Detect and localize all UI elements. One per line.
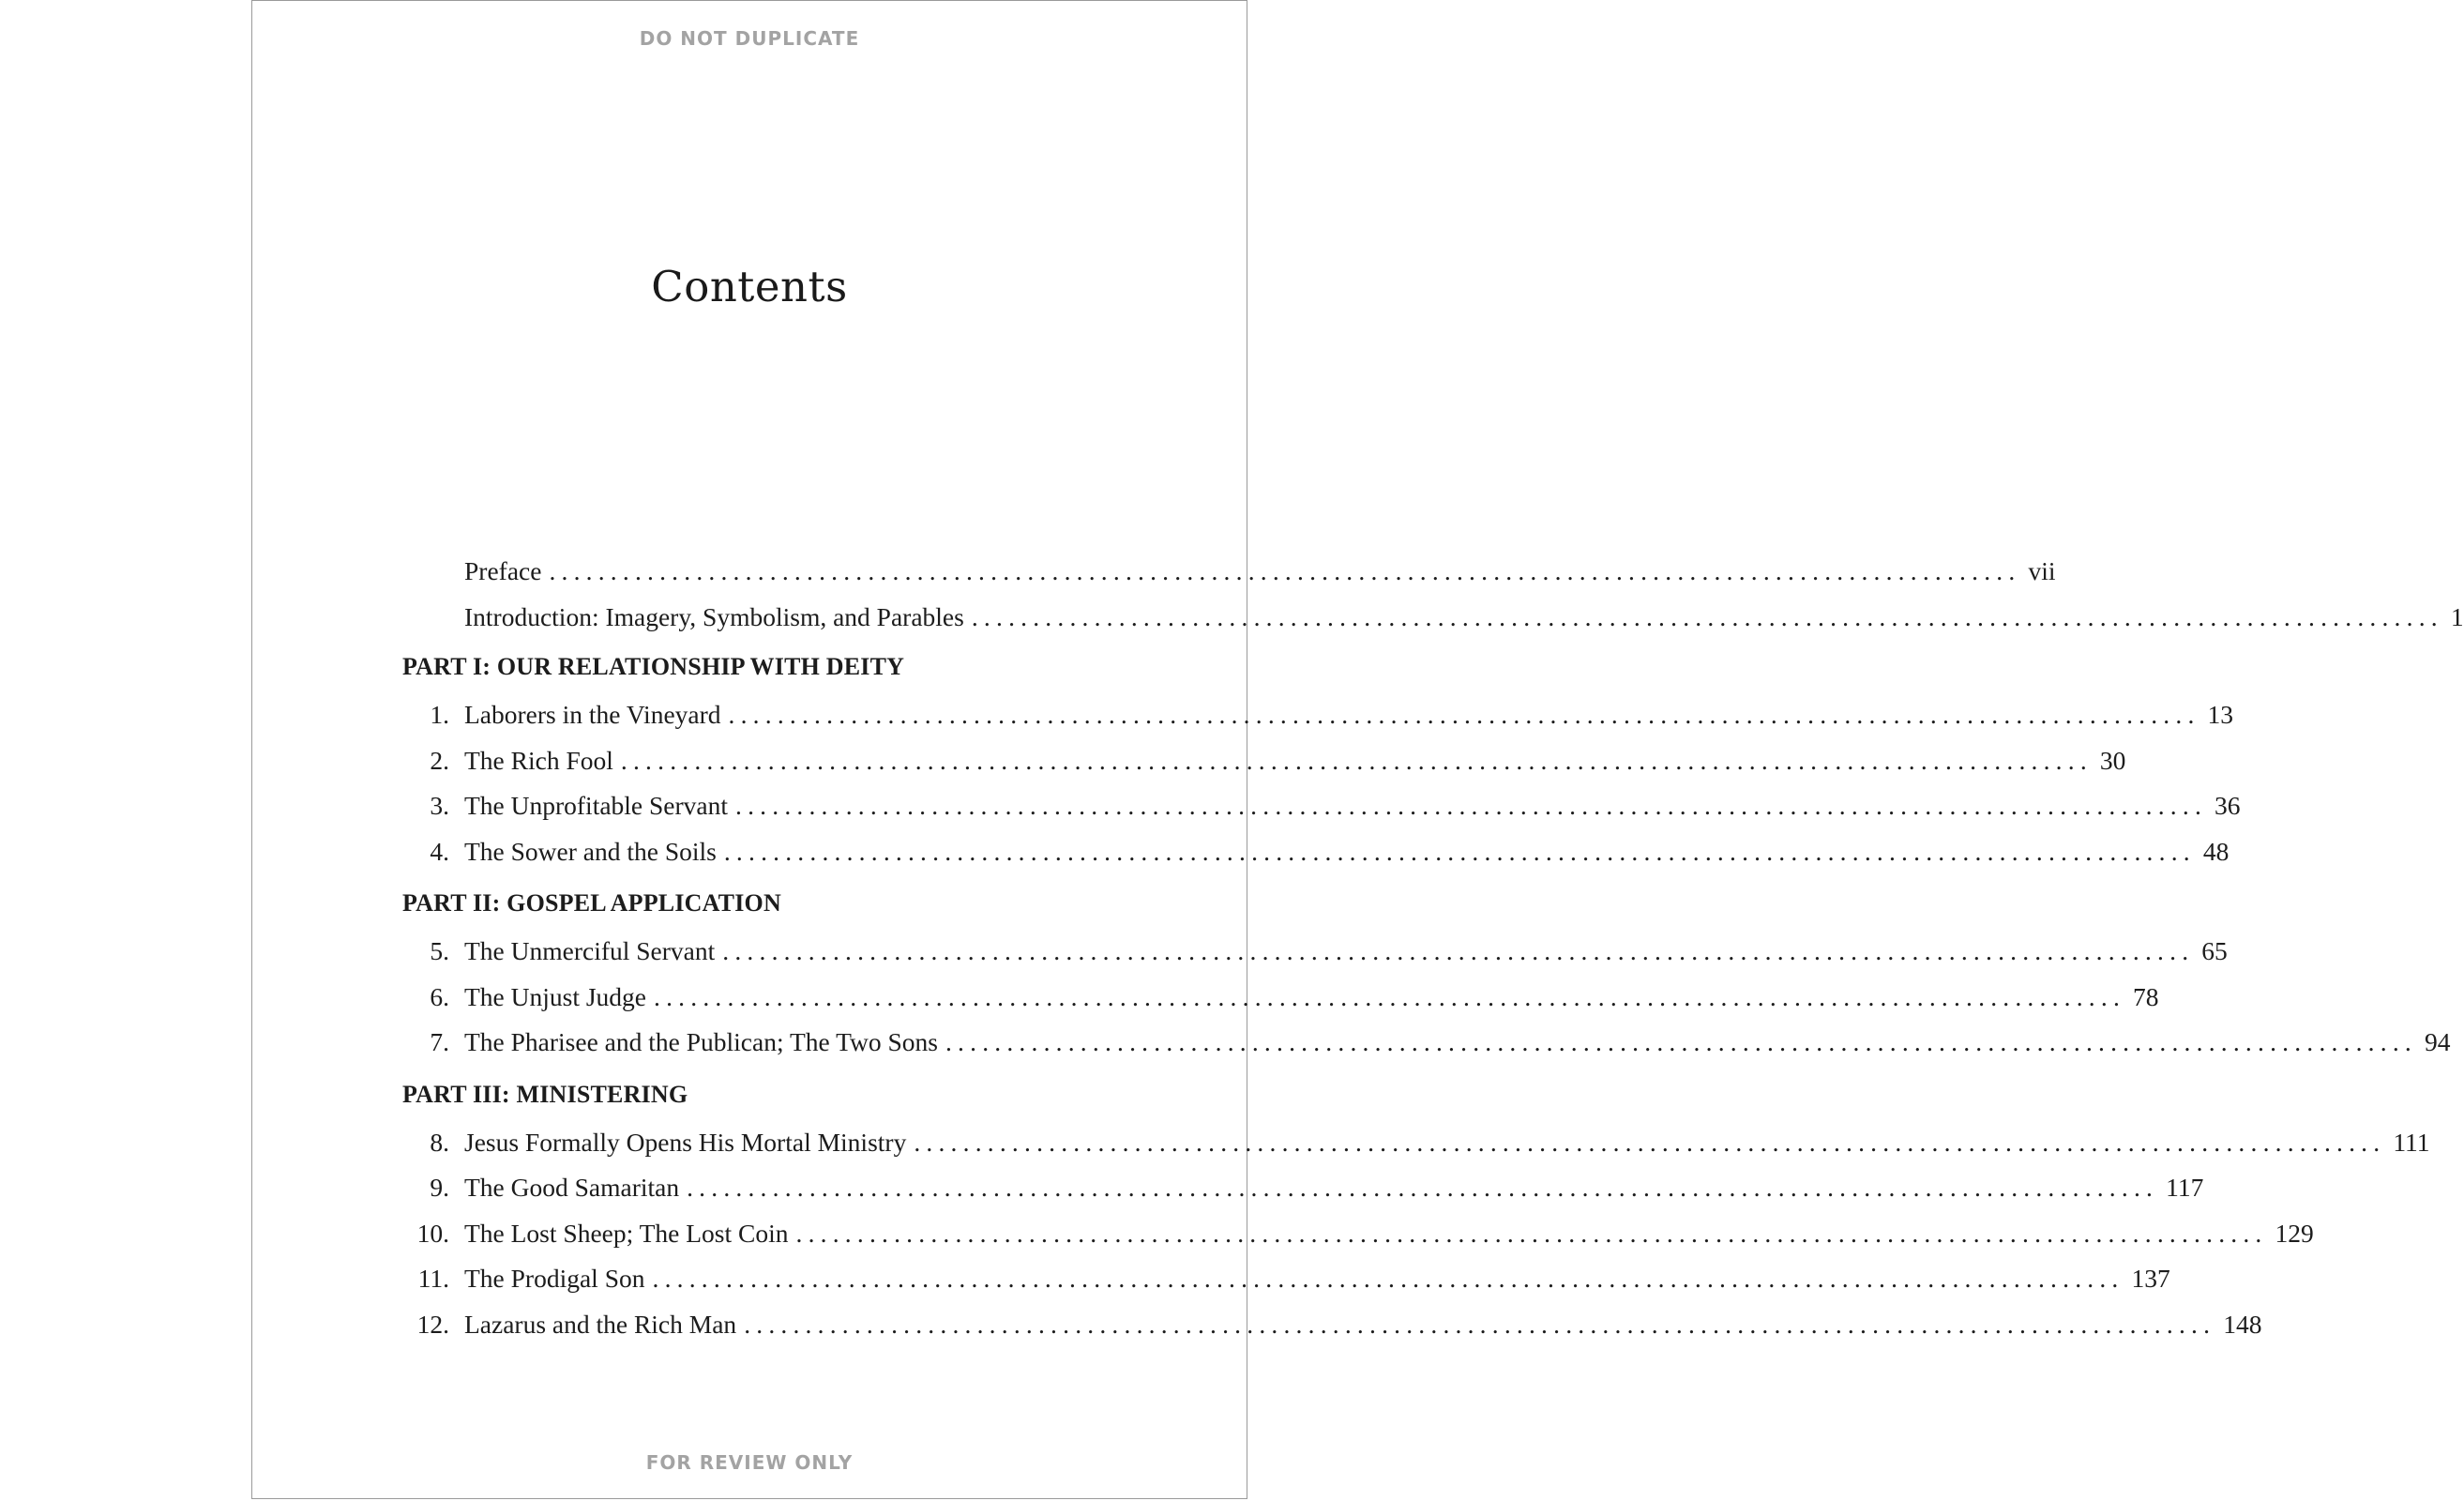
entry-label: The Unjust Judge <box>464 981 647 1011</box>
entry-number: 11. <box>417 1264 449 1293</box>
entry-page: vii <box>2028 556 2056 585</box>
toc-entry-chapter-1[interactable] <box>402 700 2234 746</box>
entry-page: 13 <box>2207 700 2234 729</box>
entry-label: The Unprofitable Servant <box>464 791 729 820</box>
entry-page: 78 <box>2133 981 2159 1011</box>
dot-leader: ........................................................................................................................ <box>723 836 2196 866</box>
entry-number: 8. <box>430 1127 449 1157</box>
dot-leader: ........................................................................................................................ <box>744 1309 2216 1339</box>
entry-label: The Rich Fool <box>464 745 613 775</box>
entry-number: 7. <box>430 1027 449 1056</box>
table-of-contents <box>402 556 2464 1355</box>
dot-leader: ........................................................................................................................ <box>971 601 2443 631</box>
entry-number: 4. <box>430 836 449 866</box>
dot-leader: ........................................................................................................................ <box>945 1027 2417 1056</box>
toc-entry-chapter-12[interactable] <box>402 1309 2262 1356</box>
watermark-bottom: FOR REVIEW ONLY <box>645 1451 854 1474</box>
toc-entry-chapter-2[interactable] <box>402 745 2126 792</box>
toc-entry-chapter-6[interactable] <box>402 981 2159 1028</box>
document-page <box>251 0 2464 1499</box>
entry-label: The Sower and the Soils <box>464 836 717 866</box>
entry-label: Introduction: Imagery, Symbolism, and Parables <box>464 601 964 631</box>
entry-label: The Unmerciful Servant <box>464 936 716 965</box>
entry-page: 94 <box>2424 1027 2451 1056</box>
entry-number: 6. <box>430 981 449 1011</box>
entry-page: 129 <box>2275 1218 2314 1248</box>
toc-entry-preface[interactable] <box>402 556 2056 602</box>
entry-page: 137 <box>2131 1264 2170 1293</box>
dot-leader: ........................................................................................................................ <box>914 1127 2386 1157</box>
entry-page: 117 <box>2166 1173 2204 1202</box>
entry-label: Jesus Formally Opens His Mortal Ministry <box>464 1127 907 1157</box>
dot-leader: ........................................................................................................................ <box>735 791 2208 820</box>
entry-number: 3. <box>430 791 449 820</box>
watermark-top: DO NOT DUPLICATE <box>639 27 860 50</box>
dot-leader: ........................................................................................................................ <box>652 1264 2124 1293</box>
toc-entry-chapter-11[interactable] <box>402 1264 2170 1310</box>
entry-label: The Pharisee and the Publican; The Two Sons <box>464 1027 938 1056</box>
entry-number: 12. <box>416 1309 449 1339</box>
dot-leader: ........................................................................................................................ <box>654 981 2126 1011</box>
entry-number: 2. <box>430 745 449 775</box>
entry-page: 65 <box>2201 936 2228 965</box>
toc-entry-chapter-10[interactable] <box>402 1218 2314 1265</box>
entry-number: 1. <box>430 700 449 729</box>
entry-label: Laborers in the Vineyard <box>464 700 721 729</box>
dot-leader: ........................................................................................................................ <box>687 1173 2159 1202</box>
entry-label: Preface <box>464 556 542 585</box>
part-heading-2: PART II: GOSPEL APPLICATION <box>402 889 781 917</box>
toc-entry-chapter-5[interactable] <box>402 936 2228 982</box>
part-heading-1: PART I: OUR RELATIONSHIP WITH DEITY <box>402 653 905 680</box>
dot-leader: ........................................................................................................................ <box>795 1218 2268 1248</box>
entry-page: 111 <box>2393 1127 2430 1157</box>
page-title: Contents <box>651 262 848 311</box>
entry-label: The Prodigal Son <box>464 1264 645 1293</box>
entry-label: The Good Samaritan <box>464 1173 680 1202</box>
entry-page: 1 <box>2450 601 2464 631</box>
entry-page: 48 <box>2202 836 2230 866</box>
entry-number: 9. <box>430 1173 449 1202</box>
dot-leader: ........................................................................................................................ <box>722 936 2195 965</box>
entry-page: 30 <box>2099 745 2126 775</box>
dot-leader: ........................................................................................................................ <box>620 745 2093 775</box>
toc-entry-chapter-4[interactable] <box>402 836 2230 883</box>
entry-label: The Lost Sheep; The Lost Coin <box>464 1218 789 1248</box>
toc-entry-chapter-8[interactable] <box>402 1127 2430 1174</box>
entry-number: 10. <box>416 1218 449 1248</box>
toc-entry-chapter-3[interactable] <box>402 791 2241 837</box>
entry-number: 5. <box>430 936 449 965</box>
entry-page: 148 <box>2223 1309 2262 1339</box>
entry-label: Lazarus and the Rich Man <box>464 1309 737 1339</box>
entry-page: 36 <box>2215 791 2241 820</box>
dot-leader: ........................................................................................................................ <box>549 556 2021 585</box>
toc-entry-chapter-7[interactable] <box>402 1027 2451 1073</box>
part-heading-3: PART III: MINISTERING <box>402 1080 688 1108</box>
toc-entry-introduction[interactable] <box>402 601 2464 648</box>
dot-leader: ........................................................................................................................ <box>728 700 2200 729</box>
toc-entry-chapter-9[interactable] <box>402 1173 2204 1219</box>
